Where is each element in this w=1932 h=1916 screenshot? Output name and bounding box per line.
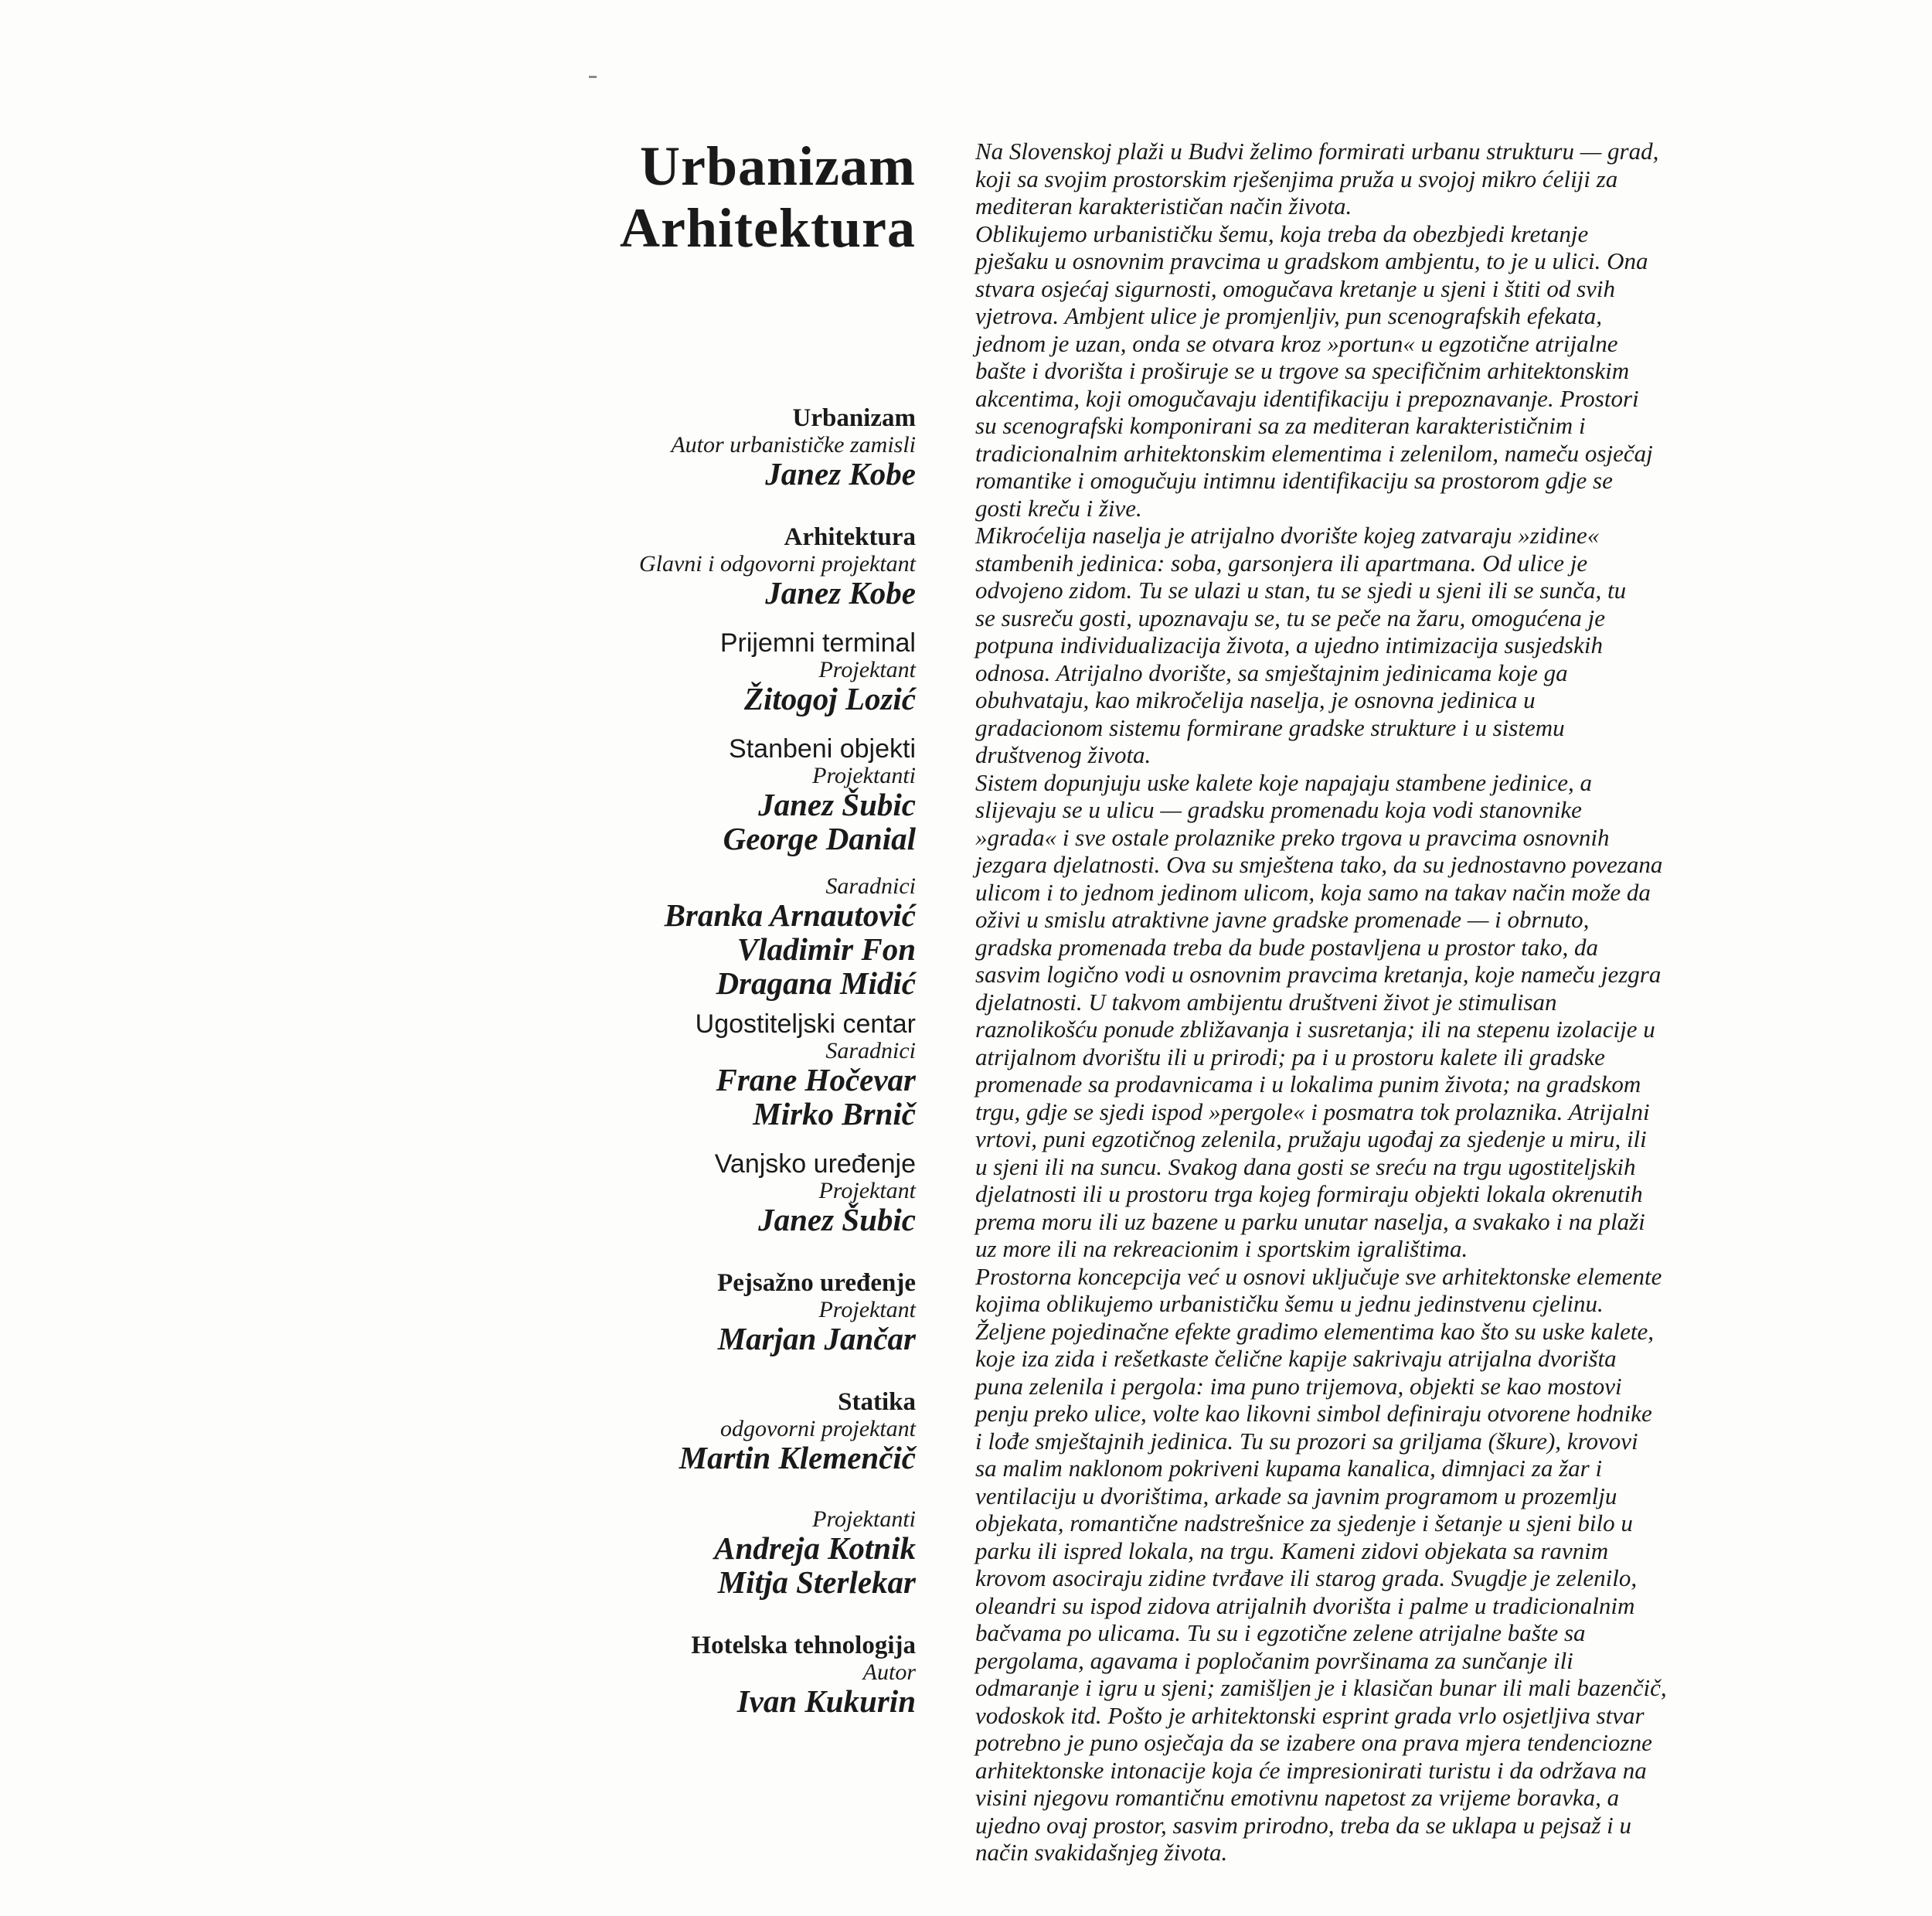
credit-vanjsko-uredenje bbox=[495, 1149, 916, 1237]
body-paragraph: Na Slovenskoj plaži u Budvi želimo formirati urbanu strukturu — grad, koji sa svojim prostorskim rješenjima pruža u svojoj mikro ćeliji za mediteran karakterističan način života. bbox=[975, 138, 1659, 220]
page-title bbox=[495, 135, 916, 259]
credit-heading: Arhitektura bbox=[784, 523, 916, 551]
credit-role: Autor bbox=[862, 1659, 916, 1685]
credit-hotelska-tehnologija bbox=[495, 1632, 916, 1718]
credit-heading: Statika bbox=[838, 1388, 916, 1416]
credit-name: Frane Hočevar bbox=[716, 1062, 916, 1098]
credit-name: Branka Arnautović bbox=[664, 897, 916, 933]
credit-saradnici bbox=[495, 874, 916, 1000]
credit-heading: Prijemni terminal bbox=[719, 628, 916, 658]
credit-name: Dragana Midić bbox=[716, 965, 916, 1001]
credit-name: Martin Klemenčič bbox=[679, 1440, 916, 1475]
credit-role: Glavni i odgovorni projektant bbox=[638, 551, 916, 577]
body-paragraph: Sistem dopunjuju uske kalete koje napajaju stambene jedinice, a slijevaju se u ulicu — gradsku promenadu koja vodi stanovnike »grada« i sve ostale prolaznike preko trgova u pravcima osnovnih jezgara djelatnosti. Ova su smještena tako, da su jednostavno povezana ulicom i to jednom jedinom ulicom, koja samo na takav način može da oživi u smislu atraktivne javne gradske promenade — i obrnuto, gradska promenada treba da bude postavljena u prostor tako, da sasvim logično vodi u osnovnim pravcima kretanja, koje nameču jezgra djelatnosti. U takvom ambijentu društveni život je stimulisan raznolikošću ponude zbližavanja i susretanja; ili na stepenu izolacije u atrijalnom dvorištu ili u prirodi; pa i u prostoru kalete ili gradske promenade sa prodavnicama i u lokalima punim života; na gradskom trgu, gdje se sjedi ispod »pergole« i posmatra tok prolaznika. Atrijalni vrtovi, puni egzotičnog zelenila, pružaju ugođaj za sjedenje u miru, ili u sjeni ili na suncu. Svakog dana gosti se sreću na trgu ugostiteljskih djelatnosti ili u prostoru trga kojeg formiraju objekti lokala okrenutih prema moru ili uz bazene u parku unutar naselja, a svakako i na plaži uz more ili na rekreacionim i sportskim igralištima. bbox=[975, 768, 1663, 1262]
credits-column bbox=[495, 135, 916, 1718]
credit-role: Projektant bbox=[818, 657, 916, 682]
credit-ugostiteljski-centar bbox=[495, 1009, 916, 1131]
credit-role: odgovorni projektant bbox=[719, 1416, 916, 1441]
credit-heading: Vanjsko uređenje bbox=[714, 1149, 916, 1179]
scan-speck bbox=[589, 76, 597, 78]
credit-role: Autor urbanističke zamisli bbox=[671, 432, 916, 458]
credit-stanbeni-objekti bbox=[495, 734, 916, 856]
credit-pejsazno-uredenje bbox=[495, 1269, 916, 1356]
credit-name: George Danial bbox=[723, 821, 916, 856]
credit-heading: Urbanizam bbox=[792, 404, 916, 432]
title-line-2: Arhitektura bbox=[620, 197, 916, 259]
credit-prijemni-terminal bbox=[495, 628, 916, 716]
credit-name: Ivan Kukurin bbox=[736, 1683, 916, 1719]
credit-heading: Pejsažno uređenje bbox=[717, 1269, 916, 1297]
credit-role: Projektanti bbox=[812, 1506, 916, 1532]
credit-heading: Ugostiteljski centar bbox=[695, 1009, 916, 1039]
body-text-column bbox=[975, 138, 1806, 1867]
credit-name: Mirko Brnič bbox=[753, 1096, 916, 1132]
credit-name: Janez Šubic bbox=[758, 1202, 916, 1237]
credit-statika bbox=[495, 1388, 916, 1475]
credit-role: Saradnici bbox=[825, 1038, 916, 1063]
title-line-1: Urbanizam bbox=[640, 135, 916, 197]
credit-heading: Stanbeni objekti bbox=[729, 734, 916, 764]
credit-name: Marjan Jančar bbox=[717, 1321, 916, 1356]
credit-urbanizam bbox=[495, 404, 916, 491]
credit-name: Andreja Kotnik bbox=[714, 1530, 916, 1566]
credit-role: Saradnici bbox=[825, 873, 916, 899]
credit-role: Projektant bbox=[818, 1297, 916, 1322]
body-paragraph: Prostorna koncepcija već u osnovi uključuje sve arhitektonske elemente kojima oblikujemo urbanističku šemu u jednu jedinstvenu cjelinu. Željene pojedinačne efekte gradimo elementima kao što su uske kalete, koje iza zida i rešetkaste čelične kapije sakrivaju atrijalna dvorišta puna zelenila i pergola: ima puno trijemova, objekti se kao mostovi penju preko ulice, volte kao likovni simbol definiraju otvorene hodnike i lođe smještajnih jedinica. Tu su prozori sa griljama (škure), krovovi sa malim naklonom pokriveni kupama kanalica, dimnjaci za žar i ventilaciju u dvorištima, arkade sa javnim programom u prozemlju objekata, romantične nadstrešnice za sjedenje i šetanje u sjeni bilo u parku ili ispred lokala, na trgu. Kameni zidovi objekata sa ravnim krovom asociraju zidine tvrđave ili starog grada. Svugdje je zelenilo, oleandri su ispod zidova atrijalnih dvorišta i palme u tradicionalnim bačvama po ulicama. Tu su i egzotične zelene atrijalne bašte sa pergolama, agavama i popločanim površinama za sunčanje ili odmaranje i igru u sjeni; zamišljen je i klasičan bunar ili mali bazenčič, vodoskok itd. Pošto je arhitektonski esprint grada vrlo osjetljiva stvar potrebno je puno osječaja da se izabere ona prava mjera tendenciozne arhitektonske intonacije koja će impresionirati turistu i da održava na visini njegovu romantičnu emotivnu napetost za vrijeme boravka, a ujedno ovaj prostor, sasvim prirodno, treba da se uklapa u pejsaž i u način svakidašnjeg života. bbox=[975, 1262, 1667, 1866]
credit-name: Mitja Sterlekar bbox=[717, 1564, 916, 1600]
credit-role: Projektant bbox=[818, 1178, 916, 1203]
credit-name: Žitogoj Lozić bbox=[743, 681, 916, 716]
credit-projektanti bbox=[495, 1507, 916, 1599]
credit-name: Janez Kobe bbox=[765, 456, 916, 492]
credit-role: Projektanti bbox=[812, 763, 916, 788]
credit-name: Janez Kobe bbox=[765, 575, 916, 611]
body-paragraph: Mikroćelija naselja je atrijalno dvorište kojeg zatvaraju »zidine« stambenih jedinica: soba, garsonjera ili apartmana. Od ulice je odvojeno zidom. Tu se ulazi u stan, tu se sjedi u sjeni ili se sunča, tu se susreču gosti, upoznavaju se, tu se peče na žaru, omogućena je potpuna individualizacija života, a ujedno intimizacija susjedskih odnosa. Atrijalno dvorište, sa smještajnim jedinicama koje ga obuhvataju, kao mikročelija naselja, je osnovna jedinica u gradacionom sistemu formirane gradske strukture i u sistemu društvenog života. bbox=[975, 522, 1627, 768]
credit-name: Vladimir Fon bbox=[736, 931, 916, 967]
credit-arhitektura bbox=[495, 523, 916, 610]
credit-heading: Hotelska tehnologija bbox=[691, 1632, 916, 1659]
credit-name: Janez Šubic bbox=[758, 787, 916, 822]
body-paragraph: Oblikujemo urbanističku šemu, koja treba da obezbjedi kretanje pješaku u osnovnim pravcima u gradskom ambjentu, to je u ulici. Ona stvara osjećaj sigurnosti, omogučava kretanje u sjeni i štiti od svih vjetrova. Ambjent ulice je promjenljiv, pun scenografskih efekata, jednom je uzan, onda se otvara kroz »portun« u egzotične atrijalne bašte i dvorišta i proširuje se u trgove sa specifičnim arhitektonskim akcentima, koji omogučavaju identifikaciju i prepoznavanje. Prostori su scenografski komponirani sa za mediteran karakterističnim i tradicionalnim arhitektonskim elementima i zelenilom, nameču osječaj romantike i omogučuju intimnu identifikaciju sa prostorom gdje se gosti kreču i žive. bbox=[975, 220, 1653, 522]
